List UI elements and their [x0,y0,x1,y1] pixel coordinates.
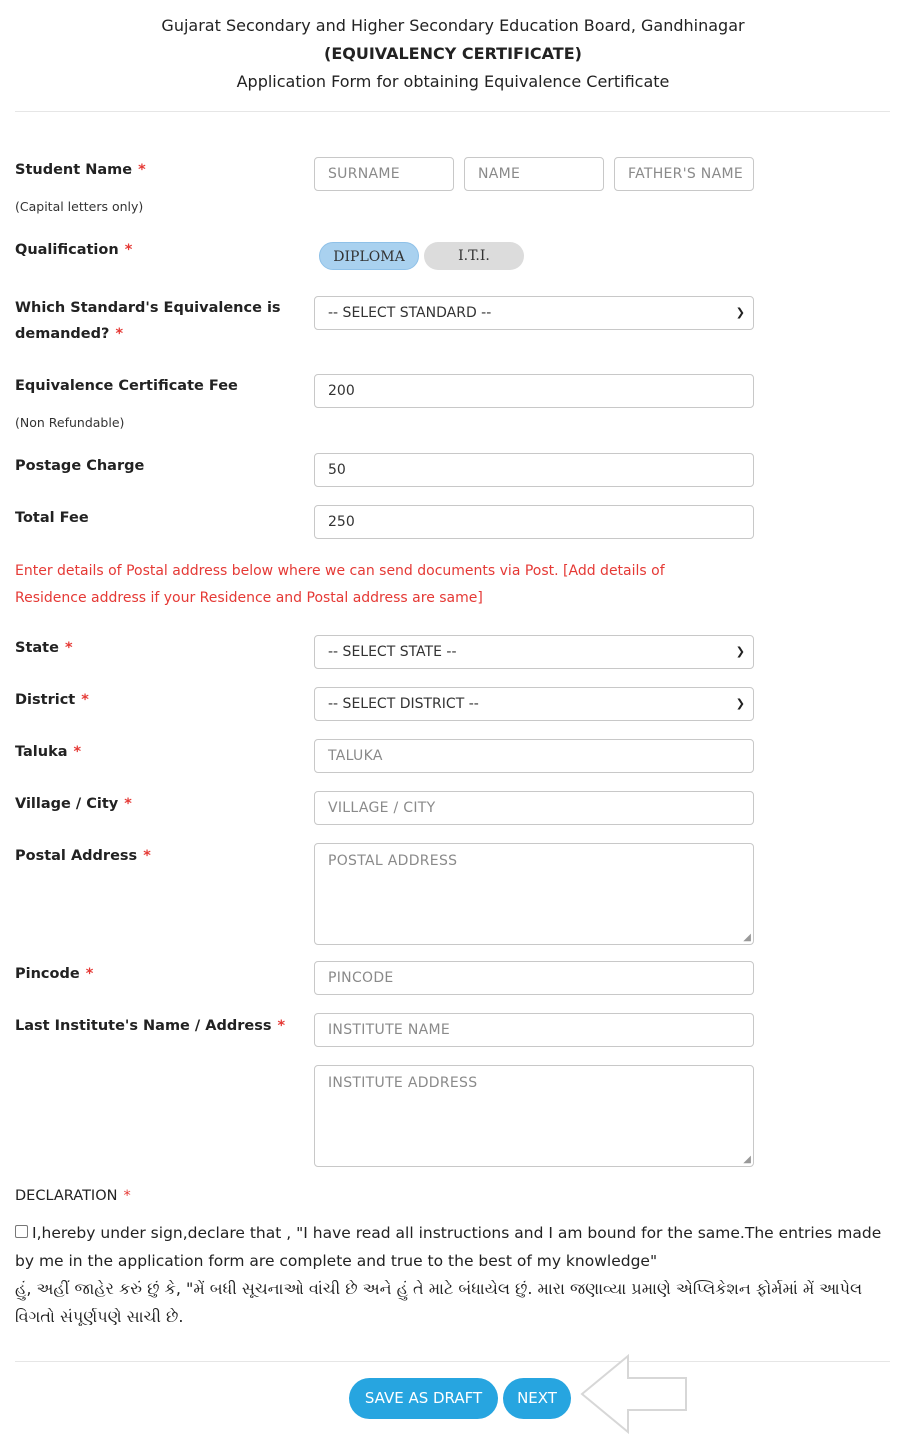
postal-address-label: Postal Address * [15,848,151,864]
qualification-diploma-toggle[interactable]: DIPLOMA [319,242,419,270]
footer-divider [15,1361,890,1362]
chevron-down-icon: ❯ [735,306,745,319]
certificate-title: (EQUIVALENCY CERTIFICATE) [324,44,582,63]
next-button[interactable]: NEXT [503,1378,571,1419]
declaration-title: DECLARATION * [15,1188,131,1204]
name-input[interactable]: NAME [464,157,604,191]
institute-address-placeholder: INSTITUTE ADDRESS [328,1075,478,1091]
postal-address-notice: Enter details of Postal address below where we can send documents via Post. [Add details of Residence address if your Residence and Postal address are same] [15,563,665,606]
qualification-iti-toggle[interactable]: I.T.I. [424,242,524,270]
standard-label-line1: Which Standard's Equivalence is [15,300,281,316]
pincode-label: Pincode * [15,966,94,982]
declaration-checkbox[interactable] [15,1225,28,1238]
institute-name-input[interactable]: INSTITUTE NAME [314,1013,754,1047]
district-label: District * [15,692,89,708]
chevron-down-icon: ❯ [735,645,745,658]
fee-input[interactable]: 200 [314,374,754,408]
board-title: Gujarat Secondary and Higher Secondary Education Board, Gandhinagar [161,16,745,35]
resize-grip-icon[interactable]: ◢ [743,1154,751,1165]
state-select-value: -- SELECT STATE -- [328,644,457,660]
surname-input[interactable]: SURNAME [314,157,454,191]
standard-label-line2: demanded? * [15,326,124,342]
postage-input[interactable]: 50 [314,453,754,487]
declaration-english-text: I,hereby under sign,declare that , "I have read all instructions and I am bound for the same.The entries made by me in the application form are complete and true to the best of my knowledge" [15,1224,882,1270]
postal-address-placeholder: POSTAL ADDRESS [328,853,458,869]
district-select[interactable] [314,687,754,721]
arrow-left-icon [580,1354,690,1434]
student-name-label: Student Name * [15,162,146,178]
institute-label: Last Institute's Name / Address * [15,1018,286,1034]
chevron-down-icon: ❯ [735,697,745,710]
form-subtitle: Application Form for obtaining Equivalence Certificate [236,72,670,91]
total-fee-input[interactable]: 250 [314,505,754,539]
village-city-input[interactable]: VILLAGE / CITY [314,791,754,825]
fee-label: Equivalence Certificate Fee [15,378,238,394]
taluka-input[interactable]: TALUKA [314,739,754,773]
standard-select-value: -- SELECT STANDARD -- [328,305,492,321]
non-refundable-note: (Non Refundable) [15,415,125,430]
standard-select[interactable] [314,296,754,330]
state-label: State * [15,640,73,656]
postal-address-textarea[interactable] [314,843,754,945]
district-select-value: -- SELECT DISTRICT -- [328,696,479,712]
institute-address-textarea[interactable] [314,1065,754,1167]
taluka-label: Taluka * [15,744,82,760]
capital-letters-note: (Capital letters only) [15,199,144,214]
pincode-input[interactable]: PINCODE [314,961,754,995]
state-select[interactable] [314,635,754,669]
resize-grip-icon[interactable]: ◢ [743,932,751,943]
qualification-label: Qualification * [15,242,133,258]
postage-label: Postage Charge [15,458,145,474]
declaration-gujarati-text: હું, અહીં જાહેર કરું છું કે, "મેં બધી સૂચનાઓ વાંચી છે અને હું તે માટે બંધાયેલ છું. મારા જણાવ્યા પ્રમાણે એપ્લિકેશન ફોર્મમાં મેં આપેલ વિગતો સંપૂર્ણપણે સાચી છે. [15,1279,863,1326]
fathers-name-input[interactable]: FATHER'S NAME [614,157,754,191]
save-as-draft-button[interactable]: SAVE AS DRAFT [349,1378,498,1419]
total-fee-label: Total Fee [15,510,89,526]
header-divider [15,111,890,112]
village-city-label: Village / City * [15,796,132,812]
